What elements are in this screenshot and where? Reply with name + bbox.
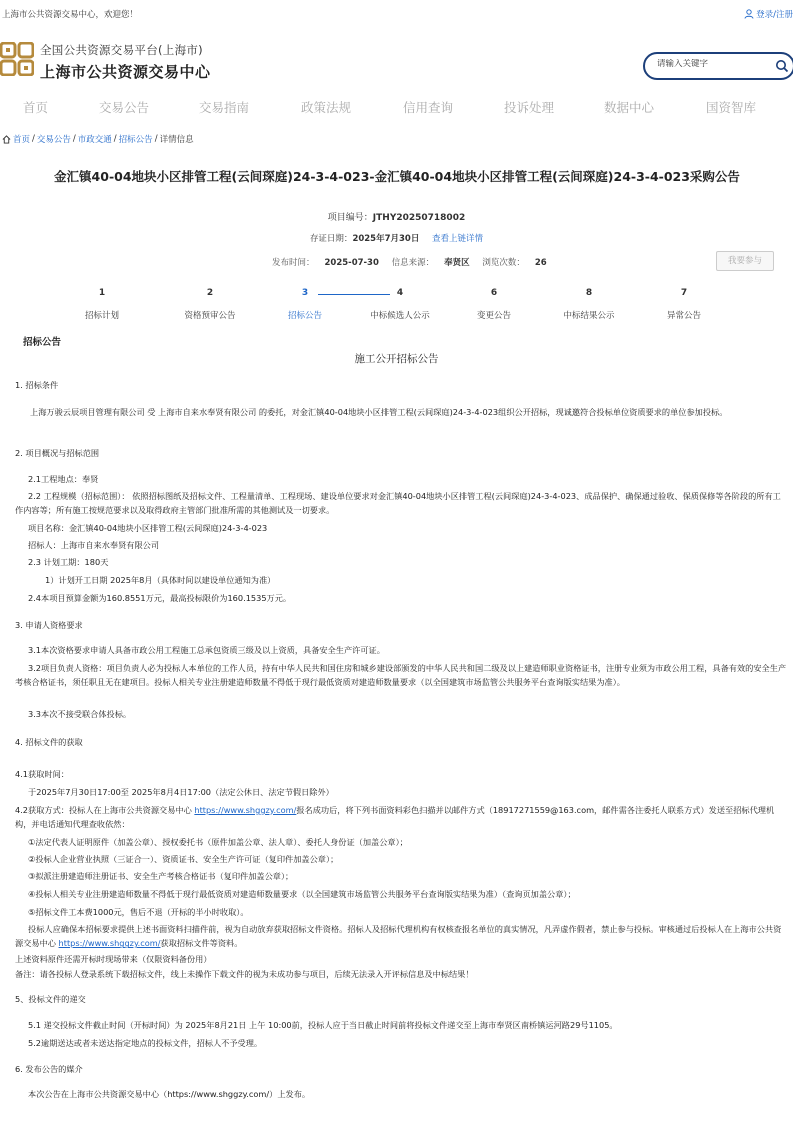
project-number-value: JTHY20250718002 — [372, 213, 466, 223]
source-label: 信息来源： — [391, 258, 435, 268]
process-steps — [0, 288, 793, 322]
step-label: 招标公告 — [287, 311, 322, 321]
document-title: 施工公开招标公告 — [354, 353, 439, 365]
home-icon — [2, 135, 11, 144]
search-box — [643, 52, 793, 80]
welcome-text: 上海市公共资源交易中心，欢迎您！ — [2, 10, 139, 20]
breadcrumb-current: 详情信息 — [159, 135, 194, 145]
paragraph: 5.1 递交投标文件截止时间（开标时间）为 2025年8月21日 上午 10:00前，投标人应于当日截止时间前将投标文件递交至上海市奉贤区南桥镇运河路29号1105。 — [28, 1020, 618, 1030]
user-icon — [744, 9, 754, 19]
list-item: ①法定代表人证明原件（加盖公章）、授权委托书（原件加盖公章、法人章）、委托人身份证（加盖公章）； — [28, 837, 408, 847]
paragraph: 4.1获取时间： — [15, 769, 69, 779]
paragraph: 2.2 工程规模（招标范围）： 依照招标图纸及招标文件、工程量清单、工程现场、建设单位要求对金汇镇40-04地块小区排管工程(云间琛庭)24-3-4-023、成品保护、确保通过验收、保质保修等各阶段的所有工作内容等；所有施工按规范要求以及取得政府主管部门批准所需的其他测试及一切要求。 — [15, 491, 781, 516]
project-number — [0, 210, 793, 223]
join-button[interactable]: 我要参与 — [716, 251, 774, 271]
breadcrumb-tender[interactable]: 招标公告 — [118, 135, 153, 145]
step-prequalification[interactable] — [165, 288, 255, 321]
brand-title: 上海市公共资源交易中心 — [40, 63, 211, 81]
publish-time-label: 发布时间： — [272, 258, 315, 268]
step-result[interactable] — [544, 288, 634, 321]
step-number: 2 — [206, 288, 214, 298]
search-icon[interactable] — [775, 59, 789, 73]
step-label: 招标计划 — [84, 311, 119, 321]
paragraph — [15, 803, 787, 831]
source-value: 奉贤区 — [444, 258, 470, 268]
paragraph: 3.3本次不接受联合体投标。 — [28, 709, 132, 719]
step-number: 1 — [98, 288, 106, 298]
archive-date-label: 存证日期： — [309, 234, 353, 244]
section-title: 招标公告 — [23, 337, 62, 348]
paragraph: 上述资料原件还需开标时现场带来（仅限资料备份用） — [15, 954, 212, 964]
step-change[interactable] — [449, 288, 539, 321]
breadcrumb-home[interactable]: 首页 — [13, 135, 31, 145]
text: 获取招标文件等资料。 — [160, 938, 243, 949]
text: 4.2获取方式：投标人在上海市公共资源交易中心 — [15, 805, 195, 815]
shggzy-link[interactable]: https://www.shggzy.com/ — [194, 805, 297, 815]
paragraph: 2.1工程地点：奉贤 — [28, 474, 99, 484]
brand-subtitle: 全国公共资源交易平台(上海市) — [40, 43, 203, 57]
step-number: 7 — [680, 288, 688, 298]
step-candidate[interactable] — [355, 288, 445, 321]
breadcrumb-municipal[interactable]: 市政交通 — [77, 135, 112, 145]
paragraph: 于2025年7月30日17:00至 2025年8月4日17:00（法定公休日、法定节假日除外） — [28, 787, 334, 797]
publish-info — [272, 256, 557, 268]
publish-time-value: 2025-07-30 — [324, 258, 379, 268]
paragraph: 3.1本次资格要求申请人具备市政公用工程施工总承包资质三级及以上资质，具备安全生产许可证。 — [28, 645, 385, 655]
step-number: 8 — [585, 288, 593, 298]
heading-1: 1. 招标条件 — [15, 380, 59, 390]
step-label: 异常公告 — [666, 311, 701, 321]
brand — [40, 42, 211, 82]
list-item: ④投标人相关专业注册建造师数量不得低于现行最低资质对建造师数量要求（以全国建筑市场监管公共服务平台查询版实结果为准）（查询页加盖公章）； — [28, 889, 576, 899]
paragraph: 2.3 计划工期：180天 — [28, 557, 109, 567]
breadcrumb-trading-notice[interactable]: 交易公告 — [36, 135, 71, 145]
text: 投标人应确保本招标要求提供上述书面资料扫描件前，视为自动放弃获取招标文件资格。招标人及招标代理机构有权核查报名单位的真实情况，凡弄虚作假者，禁止参与投标。审核通过后投标人在上海市公共资源交易中心 — [15, 924, 782, 949]
paragraph: 2.4本项目预算金额为160.8551万元，最高投标限价为160.1535万元。 — [28, 593, 292, 603]
step-label: 中标结果公示 — [563, 311, 615, 321]
step-label: 变更公告 — [476, 311, 511, 321]
nav-trading-notice[interactable]: 交易公告 — [99, 100, 150, 115]
step-tender-notice[interactable] — [260, 288, 350, 321]
top-bar — [0, 0, 793, 24]
views-value: 26 — [534, 258, 547, 268]
paragraph: 项目名称：金汇镇40-04地块小区排管工程(云间琛庭)24-3-4-023 — [28, 523, 268, 533]
paragraph — [15, 922, 787, 950]
breadcrumb: 首页 / 交易公告 / 市政交通 / 招标公告 / 详情信息 — [2, 133, 194, 145]
nav-home[interactable]: 首页 — [23, 100, 49, 115]
nav-complaint[interactable]: 投诉处理 — [504, 100, 555, 115]
paragraph: 上海万骏云辰项目管理有限公司 受 上海市自来水奉贤有限公司 的委托，对金汇镇40-04地块小区排管工程(云间琛庭)24-3-4-023组织公开招标，现诚邀符合投标单位资质要求的单位参加投标。 — [30, 407, 728, 417]
project-number-label: 项目编号： — [327, 213, 373, 223]
step-abnormal[interactable] — [639, 288, 729, 321]
paragraph: 备注：请各投标人登录系统下载招标文件，线上未操作下载文件的视为未成功参与项目，后续无法录入开评标信息及中标结果！ — [15, 969, 474, 979]
archive-date-value: 2025年7月30日 — [352, 234, 420, 244]
list-item: ③拟派注册建造师注册证书、安全生产考核合格证书（复印件加盖公章）； — [28, 871, 294, 881]
nav-trading-guide[interactable]: 交易指南 — [199, 100, 250, 115]
site-logo[interactable] — [0, 42, 34, 80]
nav-credit[interactable]: 信用查询 — [403, 100, 454, 115]
heading-6: 6. 发布公告的媒介 — [15, 1064, 83, 1074]
nav-policy[interactable]: 政策法规 — [301, 100, 352, 115]
paragraph: 5.2逾期送达或者未送达指定地点的投标文件，招标人不予受理。 — [28, 1038, 263, 1048]
logo-icon — [0, 42, 34, 76]
login-link[interactable] — [744, 8, 793, 20]
nav-think-tank[interactable]: 国资智库 — [706, 100, 757, 115]
list-item: ⑤招标文件工本费1000元，售后不退（开标的半小时收取）。 — [28, 907, 249, 917]
list-item: ②投标人企业营业执照（三证合一）、资质证书、安全生产许可证（复印件加盖公章）； — [28, 854, 339, 864]
blockchain-detail-link[interactable]: 查看上链详情 — [432, 234, 484, 244]
paragraph: 本次公告在上海市公共资源交易中心（https://www.shggzy.com/）上发布。 — [28, 1089, 311, 1099]
heading-2: 2. 项目概况与招标范围 — [15, 448, 100, 458]
archive-info — [0, 232, 793, 244]
heading-4: 4. 招标文件的获取 — [15, 737, 83, 747]
step-number: 6 — [490, 288, 498, 298]
notice-title: 金汇镇40-04地块小区排管工程(云间琛庭)24-3-4-023-金汇镇40-04地块小区排管工程(云间琛庭)24-3-4-023采购公告 — [54, 169, 740, 184]
heading-3: 3. 申请人资格要求 — [15, 620, 83, 630]
step-number: 3 — [301, 288, 309, 298]
shggzy-link-2[interactable]: https://www.shggzy.com/ — [58, 938, 161, 949]
paragraph: 1）计划开工日期 2025年8月（具体时间以建设单位通知为准） — [45, 575, 276, 585]
step-number: 4 — [396, 288, 404, 298]
heading-5: 5、投标文件的递交 — [15, 994, 86, 1004]
views-label: 浏览次数： — [482, 258, 525, 268]
login-label: 登录/注册 — [756, 10, 793, 20]
search-input[interactable] — [657, 59, 767, 69]
paragraph: 3.2项目负责人资格：项目负责人必为投标人本单位的工作人员，持有中华人民共和国住房和城乡建设部颁发的中华人民共和国二级及以上建造师职业资格证书，注册专业须为市政公用工程，具备有效的安全生产考核合格证书，须任职且无在建项目。投标人相关专业注册建造师数量不得低于现行最低资质对建造师数量要求（以全国建筑市场监管公共服务平台查询版实结果为准）。 — [15, 663, 787, 688]
step-label: 资格预审公告 — [184, 311, 236, 321]
paragraph: 招标人：上海市自来水奉贤有限公司 — [28, 540, 160, 550]
text: 报名成功后，将下列书面资料彩色扫描并以邮件方式（18917271559@163.com，邮件需各注委托人联系方式）发送至招标代理机构，并电话通知代理查收依然： — [15, 805, 775, 830]
step-label: 中标候选人公示 — [370, 311, 430, 321]
step-tender-plan[interactable] — [57, 288, 147, 321]
main-nav — [0, 93, 793, 119]
nav-data-center[interactable]: 数据中心 — [604, 100, 655, 115]
